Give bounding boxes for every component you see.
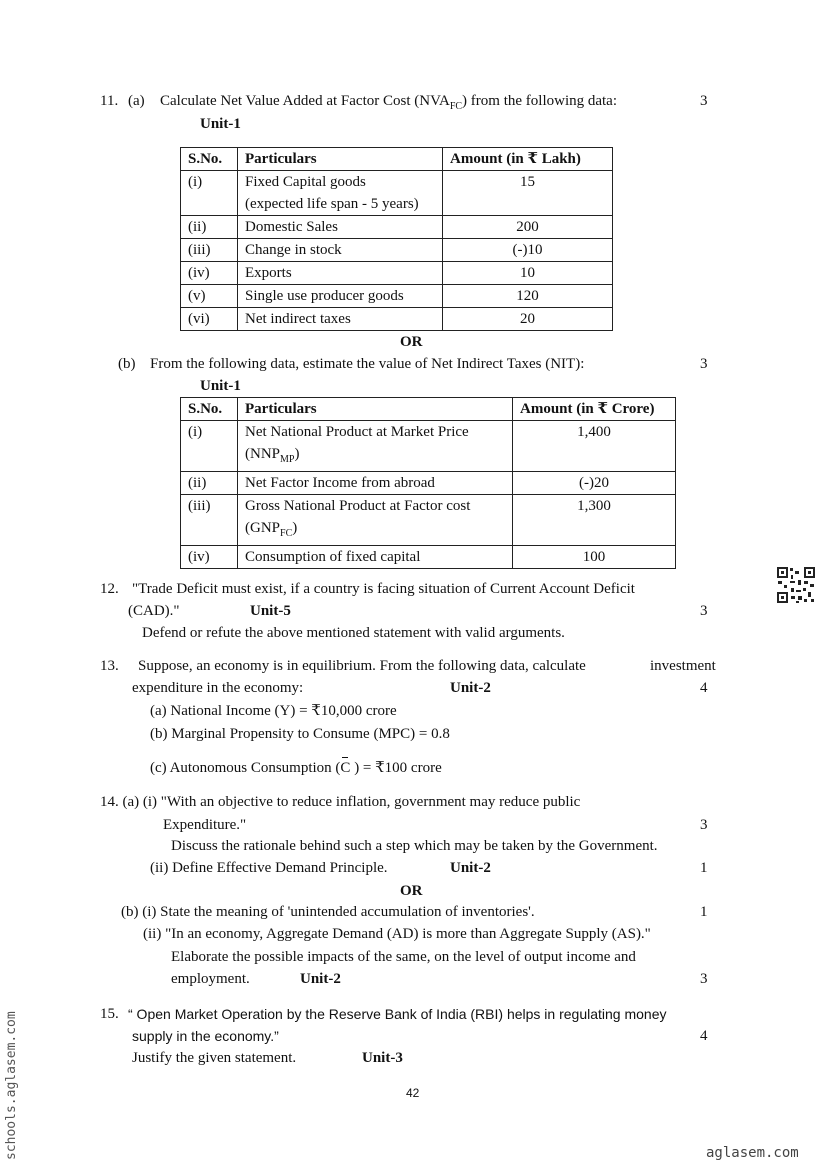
q14-b-unit: Unit-2 [300,971,341,987]
q14-b-i: (b) (i) State the meaning of 'unintended accumulation of inventories'. [121,904,535,920]
table-cell: (iv) [181,262,238,285]
table-cell: Fixed Capital goods (expected life span - 5 years) [238,171,443,216]
q13-number: 13. [100,658,119,674]
q14-or: OR [400,883,423,899]
q12-line2: (CAD)." [128,603,180,619]
page-number: 42 [406,1086,420,1100]
q11-b-unit: Unit-1 [200,378,241,394]
q13-marks: 4 [700,680,708,696]
table-cell: Change in stock [238,239,443,262]
q12-line1: "Trade Deficit must exist, if a country is facing situation of Current Account Deficit [132,581,635,597]
table-cell: Net National Product at Market Price $(NNP_{MP})$ [238,421,513,472]
table-cell: Net indirect taxes [238,308,443,331]
table-row [181,472,676,495]
table-cell: (ii) [181,472,238,495]
table-cell: 100 [513,546,676,569]
q15-line2: supply in the economy.” [132,1028,279,1044]
table-cell: 10 [443,262,613,285]
table-cell: 1,300 [513,495,676,546]
q14-b-marks2: 3 [700,971,708,987]
q14-a-unit: Unit-2 [450,860,491,876]
q14-a-line2: Expenditure." [163,817,247,833]
table-cell: (i) [181,421,238,472]
q13-line1: Suppose, an economy is in equilibrium. From the following data, calculate [138,658,586,674]
table-row [181,308,613,331]
table-row [181,495,676,546]
q14-a-marks2: 1 [700,860,708,876]
q14-b-ii3: employment. [171,971,250,987]
q11-a-unit: Unit-1 [200,116,241,132]
table-row [181,216,613,239]
q15-unit: Unit-3 [362,1050,403,1066]
q11-a-label: (a) [128,93,145,109]
table-cell: (ii) [181,216,238,239]
table-cell: Gross National Product at Factor cost $(GNP_{FC})$ [238,495,513,546]
q15-marks: 4 [700,1028,708,1044]
table-cell: Exports [238,262,443,285]
q14-b-ii: (ii) "In an economy, Aggregate Demand (AD) is more than Aggregate Supply (AS)." [143,926,651,942]
table-row [181,171,613,216]
table-row [181,239,613,262]
table-cell: (-)20 [513,472,676,495]
q15-number: 15. [100,1006,119,1022]
table-cell: (iii) [181,495,238,546]
table-row [181,546,676,569]
table-cell: (-)10 [443,239,613,262]
q11-a-marks: 3 [700,93,708,109]
table-header-row [181,398,676,421]
q15-line3: Justify the given statement. [132,1050,297,1066]
table-cell: (i) [181,171,238,216]
table-cell: Domestic Sales [238,216,443,239]
table-cell: (iv) [181,546,238,569]
table-header: Particulars [238,398,513,421]
q11-or: OR [400,334,423,350]
table-header: Particulars [238,148,443,171]
q13-line2: expenditure in the economy: [132,680,304,696]
q12-unit: Unit-5 [250,603,291,619]
q11-b-table [180,397,676,569]
q14-b-ii2: Elaborate the possible impacts of the same, on the level of output income and [171,949,636,965]
q11-number: 11. [100,93,119,109]
table-cell: 20 [443,308,613,331]
q12-number: 12. [100,581,119,597]
table-header: S.No. [181,398,238,421]
q14-b-marks1: 1 [700,904,708,920]
table-row [181,285,613,308]
q12-line3: Defend or refute the above mentioned statement with valid arguments. [142,625,565,641]
corner-watermark: aglasem.com [706,1145,799,1161]
table-header: S.No. [181,148,238,171]
q11-a-table [180,147,613,331]
table-cell: (vi) [181,308,238,331]
q13-a: (a) National Income (Y) = ₹10,000 crore [150,703,397,719]
qr-code-icon [776,566,816,604]
table-header: Amount (in ₹ Crore) [513,398,676,421]
table-header: Amount (in ₹ Lakh) [443,148,613,171]
table-cell: 200 [443,216,613,239]
table-cell: (iii) [181,239,238,262]
q13-b: (b) Marginal Propensity to Consume (MPC) = 0.8 [150,726,450,742]
q12-marks: 3 [700,603,708,619]
c-bar-symbol: C [340,760,351,776]
q13-line1b: investment [650,658,716,674]
table-cell: Single use producer goods [238,285,443,308]
q14-a-marks1: 3 [700,817,708,833]
q14-a-ii: (ii) Define Effective Demand Principle. [150,860,388,876]
q14-a-line3: Discuss the rationale behind such a step which may be taken by the Government. [171,838,658,854]
table-cell: Net Factor Income from abroad [238,472,513,495]
q13-c: (c) Autonomous Consumption (C ) = ₹100 crore [150,760,442,776]
q11-a-text: Calculate Net Value Added at Factor Cost $(NVA_{FC})$ from the following data: [160,93,618,112]
q15-line1: “ Open Market Operation by the Reserve Bank of India (RBI) helps in regulating money [128,1006,667,1022]
q14-a-line1: 14. (a) (i) "With an objective to reduce inflation, government may reduce public [100,794,581,810]
table-cell: Consumption of fixed capital [238,546,513,569]
table-row [181,421,676,472]
q11-b-marks: 3 [700,356,708,372]
side-watermark: schools.aglasem.com [4,1011,19,1160]
table-row [181,262,613,285]
q13-unit: Unit-2 [450,680,491,696]
table-cell: 1,400 [513,421,676,472]
table-cell: (v) [181,285,238,308]
table-cell: 120 [443,285,613,308]
table-cell: 15 [443,171,613,216]
table-header-row [181,148,613,171]
q11-b-label: (b) [118,356,136,372]
q11-b-text: From the following data, estimate the value of Net Indirect Taxes (NIT): [150,356,585,372]
